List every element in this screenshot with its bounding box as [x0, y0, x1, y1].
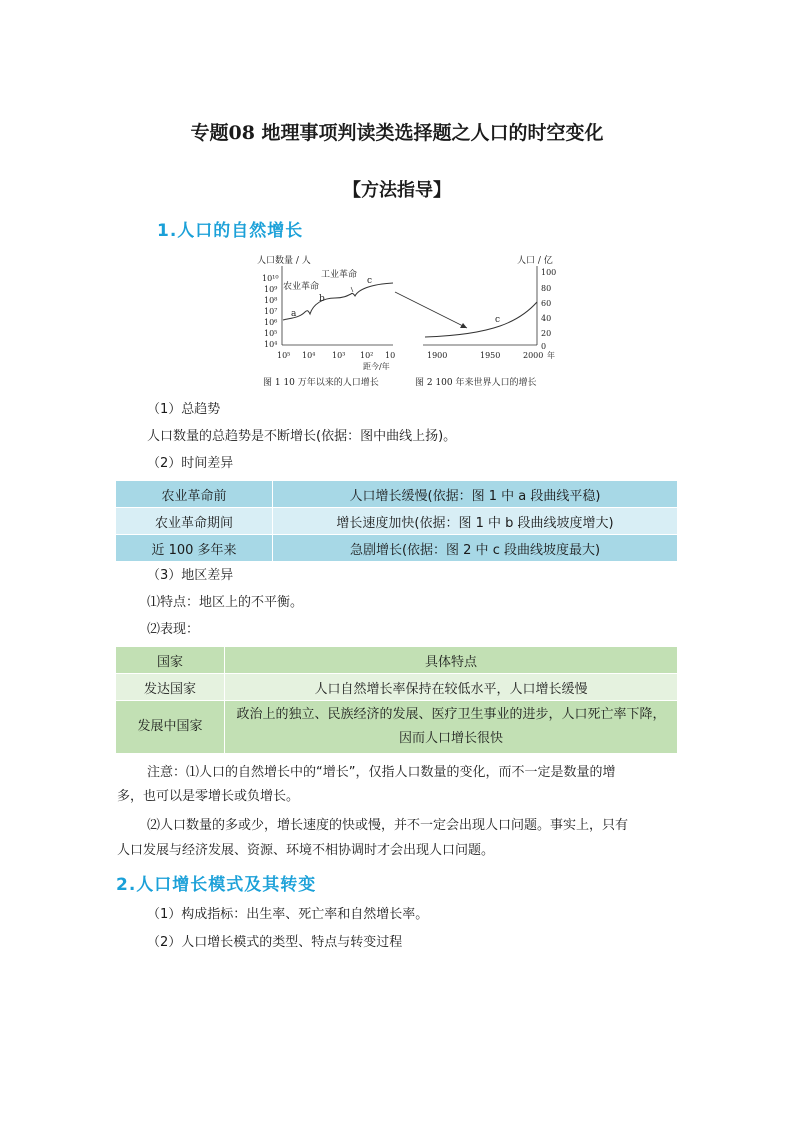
fig2-ytick: 20	[541, 329, 552, 338]
fig1-ytick: 10⁹	[264, 285, 278, 294]
method-guide-heading: 【方法指导】	[343, 180, 451, 201]
fig2-ytick: 40	[541, 314, 552, 323]
fig2-caption: 图 2 100 年来世界人口的增长	[415, 378, 537, 388]
region-feature-text: ⑴特点：地区上的不平衡。	[147, 595, 304, 610]
region-perf-text: ⑵表现：	[147, 622, 200, 637]
note-line: 多，也可以是零增长或负增长。	[117, 789, 300, 804]
fig1-ylabel: 人口数量 / 人	[257, 256, 311, 266]
figure2	[423, 254, 556, 360]
fig1-industry-pointer	[351, 287, 353, 292]
table-row	[116, 674, 678, 701]
table-row	[116, 508, 678, 535]
table-cell: 农业革命前	[116, 481, 273, 508]
table-cell: 急剧增长(依据：图 2 中 c 段曲线坡度最大)	[273, 535, 678, 562]
fig2-ylabel: 人口 / 亿	[517, 256, 553, 266]
fig2-growth-curve	[425, 302, 537, 337]
table-cell: 发达国家	[116, 674, 225, 701]
section2-heading: 2.人口增长模式及其转变	[116, 875, 317, 895]
table-cell	[225, 701, 678, 754]
fig1-label-industry: 工业革命	[321, 270, 358, 280]
fig1-caption: 图 1 10 万年以来的人口增长	[263, 378, 379, 388]
fig2-ytick: 100	[541, 268, 557, 277]
table-cell: 农业革命期间	[116, 508, 273, 535]
fig1-xtick: 10⁵	[277, 351, 291, 360]
cell-line: 因而人口增长很快	[398, 731, 503, 746]
fig1-label-c: c	[367, 276, 373, 286]
connector-arrow	[395, 292, 467, 328]
population-figure	[255, 252, 585, 390]
table-cell: 近 100 多年来	[116, 535, 273, 562]
fig2-ytick: 80	[541, 284, 552, 293]
fig2-ytick: 60	[541, 299, 552, 308]
region-diff-heading: （3）地区差异	[147, 568, 234, 583]
fig1-ytick: 10⁸	[264, 296, 278, 305]
fig2-xtick: 1950	[480, 351, 501, 360]
fig1-ytick: 10⁷	[264, 307, 278, 316]
connector-arrowhead	[460, 323, 467, 328]
fig2-xtick: 2000	[523, 351, 544, 360]
fig2-ytick: 0	[541, 342, 547, 351]
table-header-cell: 具体特点	[225, 647, 678, 674]
time-diff-table	[115, 480, 678, 562]
table-cell: 发展中国家	[116, 701, 225, 754]
fig1-ytick: 10⁶	[264, 318, 278, 327]
region-diff-table	[115, 646, 678, 754]
table-cell: 人口增长缓慢(依据：图 1 中 a 段曲线平稳)	[273, 481, 678, 508]
note-line: 人口发展与经济发展、资源、环境不相协调时才会出现人口问题。	[117, 843, 495, 858]
section2-item: （2）人口增长模式的类型、特点与转变过程	[147, 935, 403, 950]
fig1-label-b: b	[319, 294, 325, 304]
table-row	[116, 701, 678, 754]
fig1-label-a: a	[291, 309, 297, 319]
section1-heading: 1.人口的自然增长	[157, 221, 304, 241]
fig1-xtick: 10³	[332, 351, 346, 360]
table-row	[116, 535, 678, 562]
note-line: ⑵人口数量的多或少，增长速度的快或慢，并不一定会出现人口问题。事实上，只有	[147, 818, 629, 833]
table-cell: 增长速度加快(依据：图 1 中 b 段曲线坡度增大)	[273, 508, 678, 535]
section2-item: （1）构成指标：出生率、死亡率和自然增长率。	[147, 907, 429, 922]
overall-trend-heading: （1）总趋势	[147, 402, 221, 417]
fig1-ytick: 10¹⁰	[262, 274, 279, 283]
table-header-row	[116, 647, 678, 674]
cell-line: 政治上的独立、民族经济的发展、医疗卫生事业的进步，人口死亡率下降，	[236, 707, 666, 722]
table-header-cell: 国家	[116, 647, 225, 674]
fig1-xlabel: 距今/年	[363, 362, 390, 371]
page-title: 专题08 地理事项判读类选择题之人口的时空变化	[190, 122, 604, 144]
table-row	[116, 481, 678, 508]
fig1-ytick: 10⁵	[264, 329, 278, 338]
overall-trend-text: 人口数量的总趋势是不断增长(依据：图中曲线上扬)。	[147, 429, 457, 444]
figure1	[257, 254, 395, 371]
fig1-ytick: 10⁴	[264, 340, 278, 349]
fig2-label-c: c	[495, 315, 501, 325]
fig1-xtick: 10²	[360, 351, 374, 360]
time-diff-heading: （2）时间差异	[147, 456, 234, 471]
fig2-xtick: 1900	[427, 351, 448, 360]
note-line: 注意：⑴人口的自然增长中的“增长”，仅指人口数量的变化，而不一定是数量的增	[147, 765, 616, 780]
fig2-xunit: 年	[547, 351, 555, 360]
table-cell: 人口自然增长率保持在较低水平，人口增长缓慢	[225, 674, 678, 701]
fig1-xtick: 10⁴	[302, 351, 316, 360]
fig1-xtick: 10	[385, 351, 396, 360]
fig1-label-agri: 农业革命	[283, 282, 320, 292]
